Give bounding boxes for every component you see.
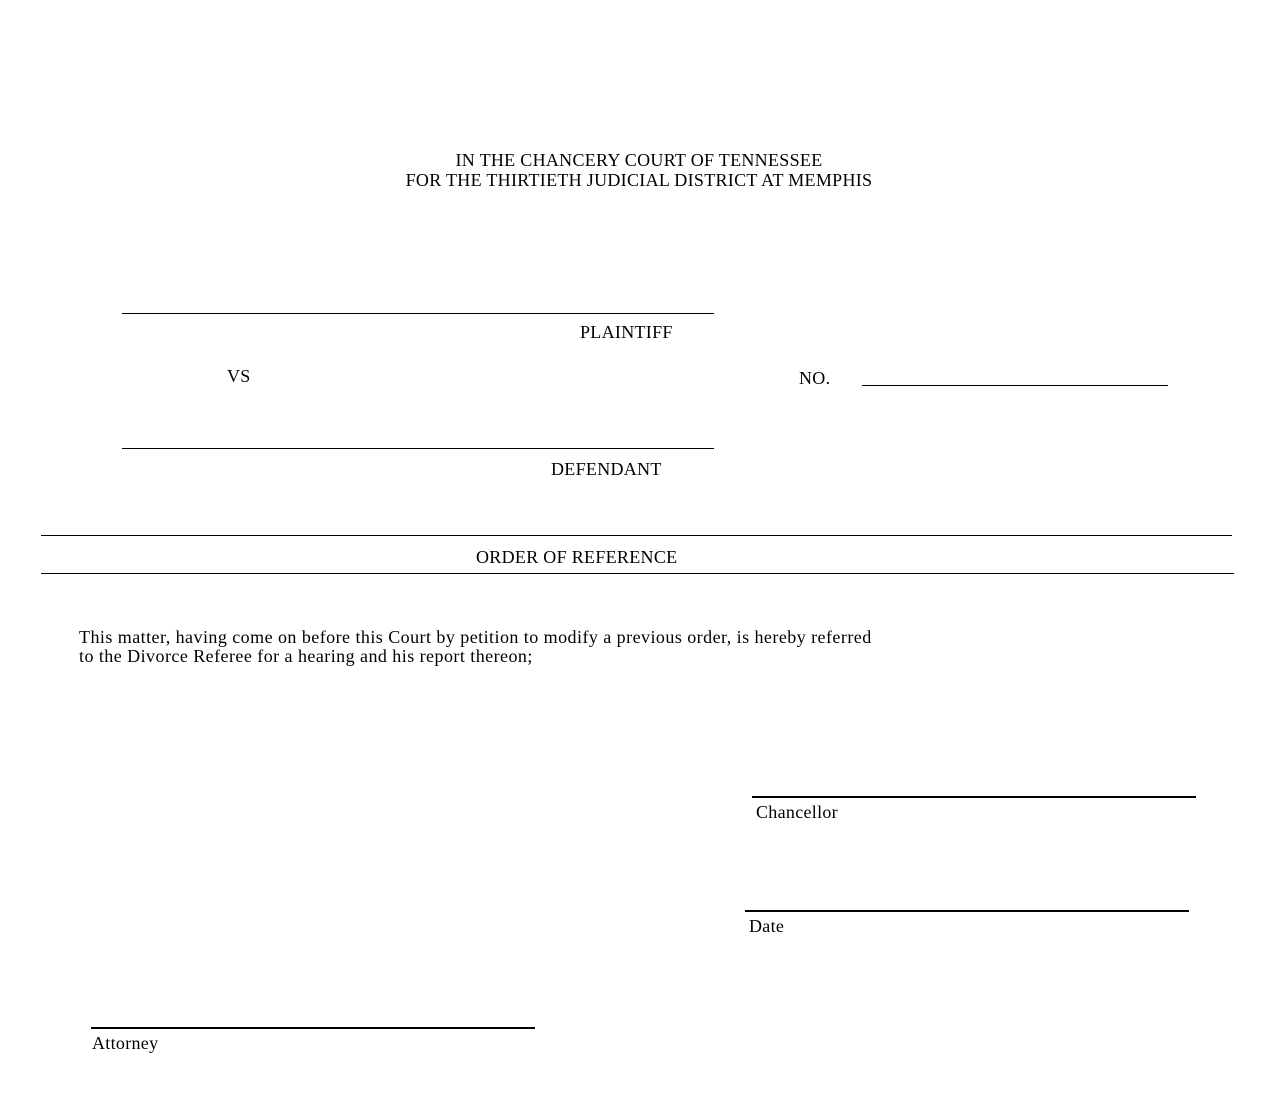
defendant-line bbox=[122, 448, 714, 449]
case-number-label: NO. bbox=[799, 368, 831, 388]
date-line bbox=[745, 910, 1189, 912]
case-number-line bbox=[862, 385, 1168, 386]
court-heading-line1: IN THE CHANCERY COURT OF TENNESSEE bbox=[455, 150, 823, 170]
title-top-rule bbox=[41, 535, 1232, 536]
chancellor-label: Chancellor bbox=[756, 802, 838, 822]
attorney-signature-line bbox=[91, 1027, 535, 1029]
document-title: ORDER OF REFERENCE bbox=[476, 547, 678, 567]
attorney-label: Attorney bbox=[92, 1033, 159, 1053]
vs-label: VS bbox=[227, 366, 251, 386]
court-heading-line2: FOR THE THIRTIETH JUDICIAL DISTRICT AT MEMPHIS bbox=[405, 170, 873, 190]
chancellor-signature-line bbox=[752, 796, 1196, 798]
body-text-line1: This matter, having come on before this Court by petition to modify a previous order, is hereby referred bbox=[79, 627, 872, 647]
plaintiff-label: PLAINTIFF bbox=[580, 322, 673, 342]
defendant-label: DEFENDANT bbox=[551, 459, 662, 479]
title-bottom-rule bbox=[41, 573, 1234, 574]
plaintiff-line bbox=[122, 313, 714, 314]
date-label: Date bbox=[749, 916, 785, 936]
body-text-line2: to the Divorce Referee for a hearing and his report thereon; bbox=[79, 646, 533, 666]
